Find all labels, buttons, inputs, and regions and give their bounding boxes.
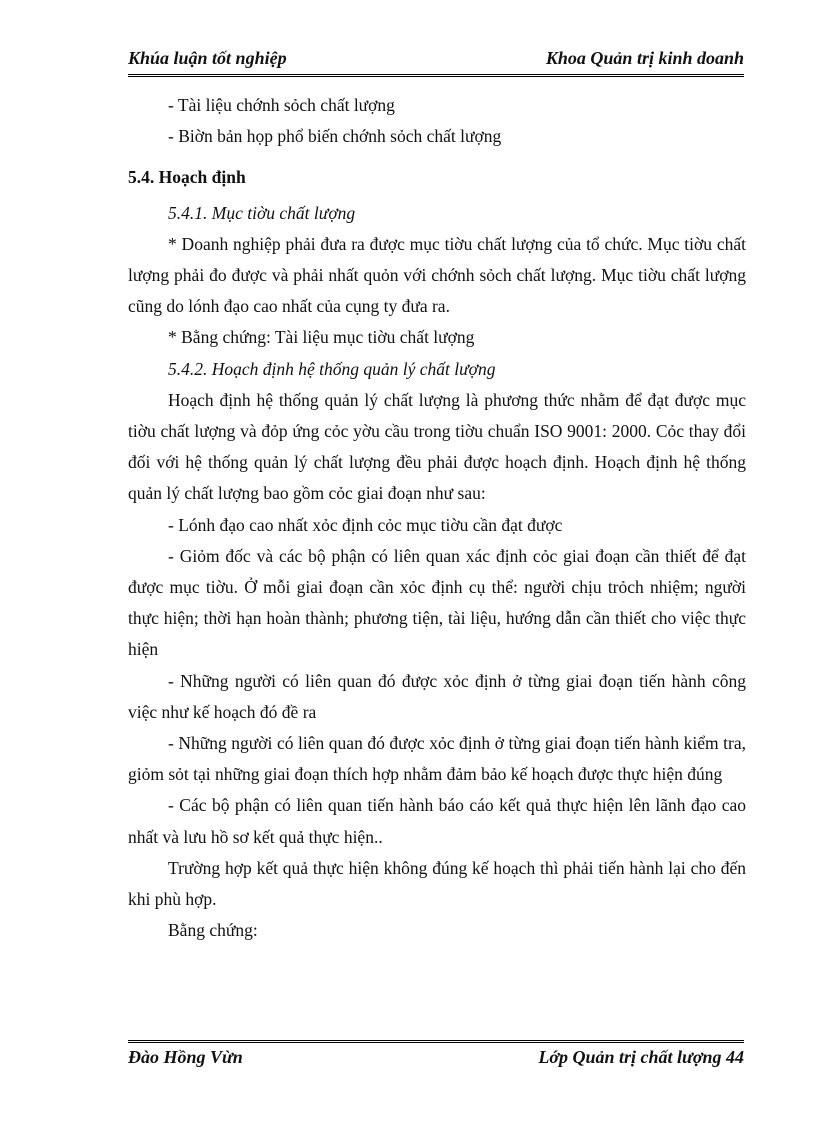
paragraph: - Biờn bản họp phổ biến chớnh sỏch chất lượng [168,126,502,147]
paragraph: - Những người có liên quan đó được xỏc định ở từng giai đoạn tiến hành công việc như kế hoạch đó đề ra [128,670,746,722]
document-body [128,90,746,946]
page-header [128,46,744,77]
paragraph: - Các bộ phận có liên quan tiến hành báo cáo kết quả thực hiện lên lãnh đạo cao nhất và lưu hồ sơ kết quả thực hiện.. [128,795,746,847]
paragraph: * Bằng chứng: Tài liệu mục tiờu chất lượng [168,327,475,348]
paragraph: - Những người có liên quan đó được xỏc định ở từng giai đoạn tiến hành kiểm tra, giỏm sỏt tại những giai đoạn thích hợp nhằm đảm bảo kế hoạch được thực hiện đúng [128,733,746,785]
section-heading: 5.4. Hoạch định [128,167,246,188]
paragraph: Bằng chứng: [168,920,258,941]
paragraph: - Tài liệu chớnh sỏch chất lượng [168,95,395,115]
paragraph: Trường hợp kết quả thực hiện không đúng kế hoạch thì phải tiến hành lại cho đến khi phù hợp. [128,857,746,910]
page-footer [128,1040,744,1073]
paragraph: - Giỏm đốc và các bộ phận có liên quan xác định cỏc giai đoạn cần thiết để đạt được mục tiờu. Ở mỗi giai đoạn cần xỏc định cụ thể: người chịu trỏch nhiệm; người thực hiện; thời hạn hoàn thành; phương tiện, tài liệu, hướng dẫn cần thiết cho việc thực hiện [128,545,746,660]
subsection-heading: 5.4.2. Hoạch định hệ thống quản lý chất lượng [168,358,496,379]
header-right: Khoa Quản trị kinh doanh [545,48,744,68]
subsection-heading: 5.4.1. Mục tiờu chất lượng [168,202,356,223]
footer-left: Đào Hồng Vừn [128,1047,243,1067]
paragraph: - Lónh đạo cao nhất xỏc định cỏc mục tiờu cần đạt được [168,514,563,535]
footer-right: Lớp Quản trị chất lượng 44 [538,1047,744,1067]
paragraph: Hoạch định hệ thống quản lý chất lượng là phương thức nhằm để đạt được mục tiờu chất lượng và đỏp ứng cỏc yờu cầu trong tiờu chuẩn ISO 9001: 2000. Cỏc thay đổi đối với hệ thống quản lý chất lượng đều phải được hoạch định. Hoạch định hệ thống quản lý chất lượng bao gồm cỏc giai đoạn như sau: [128,389,746,504]
header-left: Khúa luận tốt nghiệp [128,48,287,68]
paragraph: * Doanh nghiệp phải đưa ra được mục tiờu chất lượng của tổ chức. Mục tiờu chất lượng phải đo được và phải nhất quỏn với chớnh sỏch chất lượng. Mục tiờu chất lượng cũng do lónh đạo cao nhất của cụng ty đưa ra. [128,233,746,317]
